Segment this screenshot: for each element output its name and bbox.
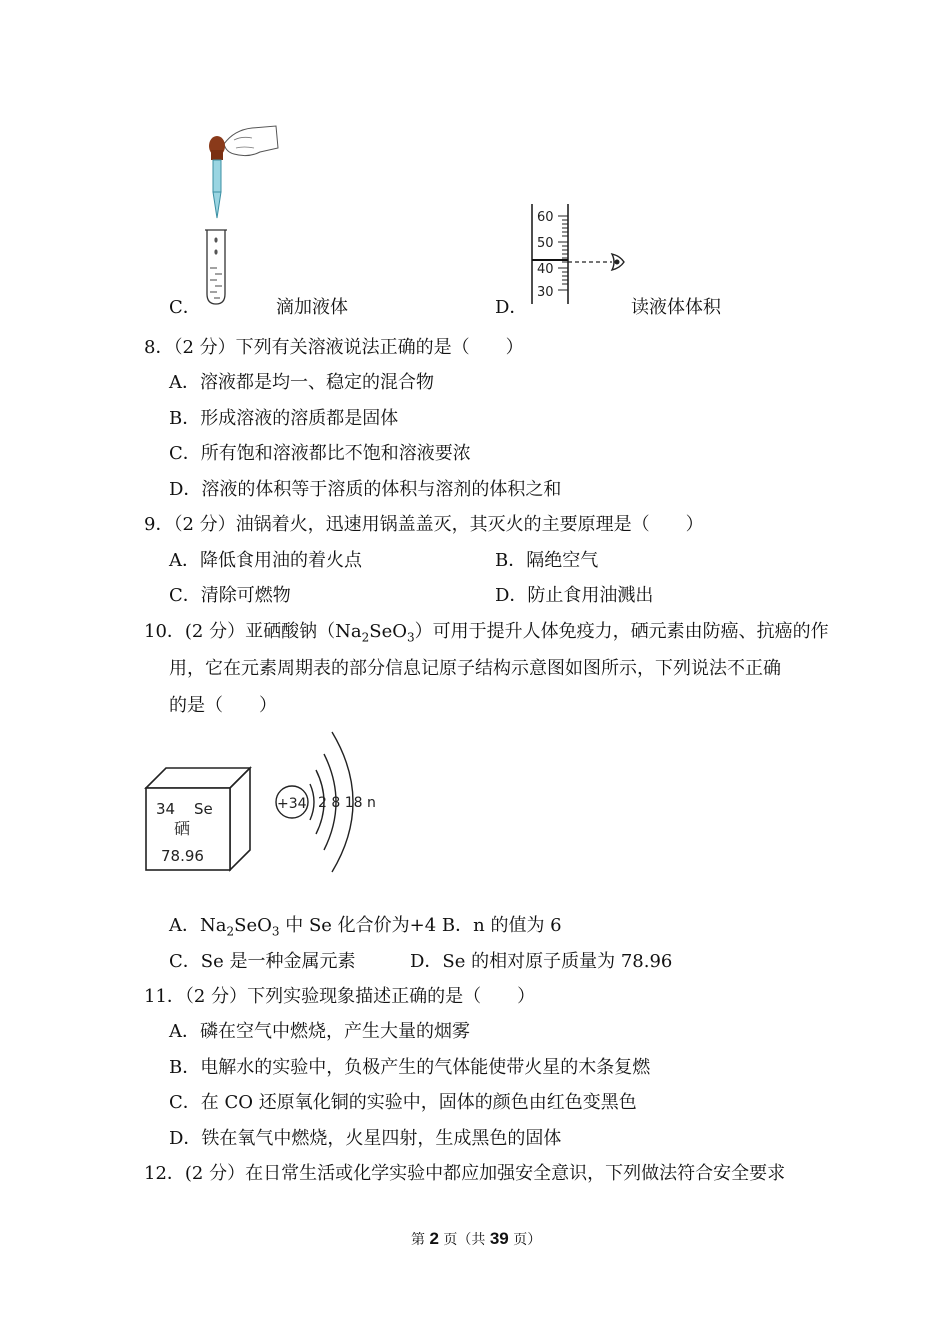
q8-option-b: B．形成溶液的溶质都是固体 <box>169 408 399 429</box>
q9-option-a: A．降低食用油的着火点 <box>169 550 362 571</box>
q11-option-b: B．电解水的实验中，负极产生的气体能使带火星的木条复燃 <box>169 1057 651 1078</box>
q8-option-a: A．溶液都是均一、稳定的混合物 <box>169 372 434 393</box>
tick-60: 60 <box>537 210 554 225</box>
q11-option-d: D．铁在氧气中燃烧，火星四射，生成黑色的固体 <box>169 1128 562 1149</box>
atomic-mass: 78.96 <box>161 847 204 865</box>
q10-option-a-b: A．$Na_2SeO_3$ 中 Se 化合价为+4 B．n 的值为 6 <box>169 915 562 939</box>
q9-stem: 9．（2 分）油锅着火，迅速用锅盖盖灭，其灭火的主要原理是（ ） <box>144 514 704 535</box>
graduated-cylinder-figure <box>528 200 633 306</box>
element-cell-figure <box>144 766 254 872</box>
option-d-label: D． <box>495 297 528 318</box>
page-footer: 第 2 页（共 39 页） <box>411 1229 542 1248</box>
q8-option-d: D．溶液的体积等于溶质的体积与溶剂的体积之和 <box>169 479 562 500</box>
q10-option-c: C．Se 是一种金属元素 <box>169 951 356 972</box>
tick-40: 40 <box>537 262 554 277</box>
dropper-figure <box>190 122 280 307</box>
q11-option-c: C．在 CO 还原氧化铜的实验中，固体的颜色由红色变黑色 <box>169 1092 637 1113</box>
element-symbol: Se <box>194 800 213 818</box>
electron-shells: 2 8 18 n <box>318 795 376 811</box>
total-pages: 39 <box>489 1229 509 1248</box>
q10-stem-line1: 10．(2 分）亚硒酸钠$(Na_2SeO_3)$可用于提升人体免疫力，硒元素由防癌、抗癌的作 <box>144 621 829 645</box>
q10-stem-line2: 用，它在元素周期表的部分信息记原子结构示意图如图所示，下列说法不正确 <box>169 658 781 679</box>
q8-stem: 8．（2 分）下列有关溶液说法正确的是（ ） <box>144 337 524 358</box>
q11-option-a: A．磷在空气中燃烧，产生大量的烟雾 <box>169 1021 470 1042</box>
q9-option-b: B．隔绝空气 <box>495 550 599 571</box>
current-page: 2 <box>429 1229 439 1248</box>
q9-option-c: C．清除可燃物 <box>169 585 291 606</box>
element-name: 硒 <box>174 819 191 838</box>
q10-option-d: D．Se 的相对原子质量为 78.96 <box>410 951 673 972</box>
q12-stem: 12．(2 分）在日常生活或化学实验中都应加强安全意识，下列做法符合安全要求 <box>144 1163 786 1184</box>
q9-option-d: D．防止食用油溅出 <box>495 585 654 606</box>
option-c-caption: 滴加液体 <box>276 297 348 318</box>
option-d-caption: 读液体体积 <box>631 297 721 318</box>
option-c-label: C． <box>169 297 201 318</box>
tick-50: 50 <box>537 236 554 251</box>
q8-option-c: C．所有饱和溶液都比不饱和溶液要浓 <box>169 443 471 464</box>
q10-stem-line3: 的是（ ） <box>169 695 277 716</box>
tick-30: 30 <box>537 285 554 300</box>
atom-structure-figure <box>272 726 382 876</box>
q11-stem: 11．（2 分）下列实验现象描述正确的是（ ） <box>144 986 536 1007</box>
atomic-number: 34 <box>156 800 176 818</box>
nucleus-charge: +34 <box>277 796 307 812</box>
